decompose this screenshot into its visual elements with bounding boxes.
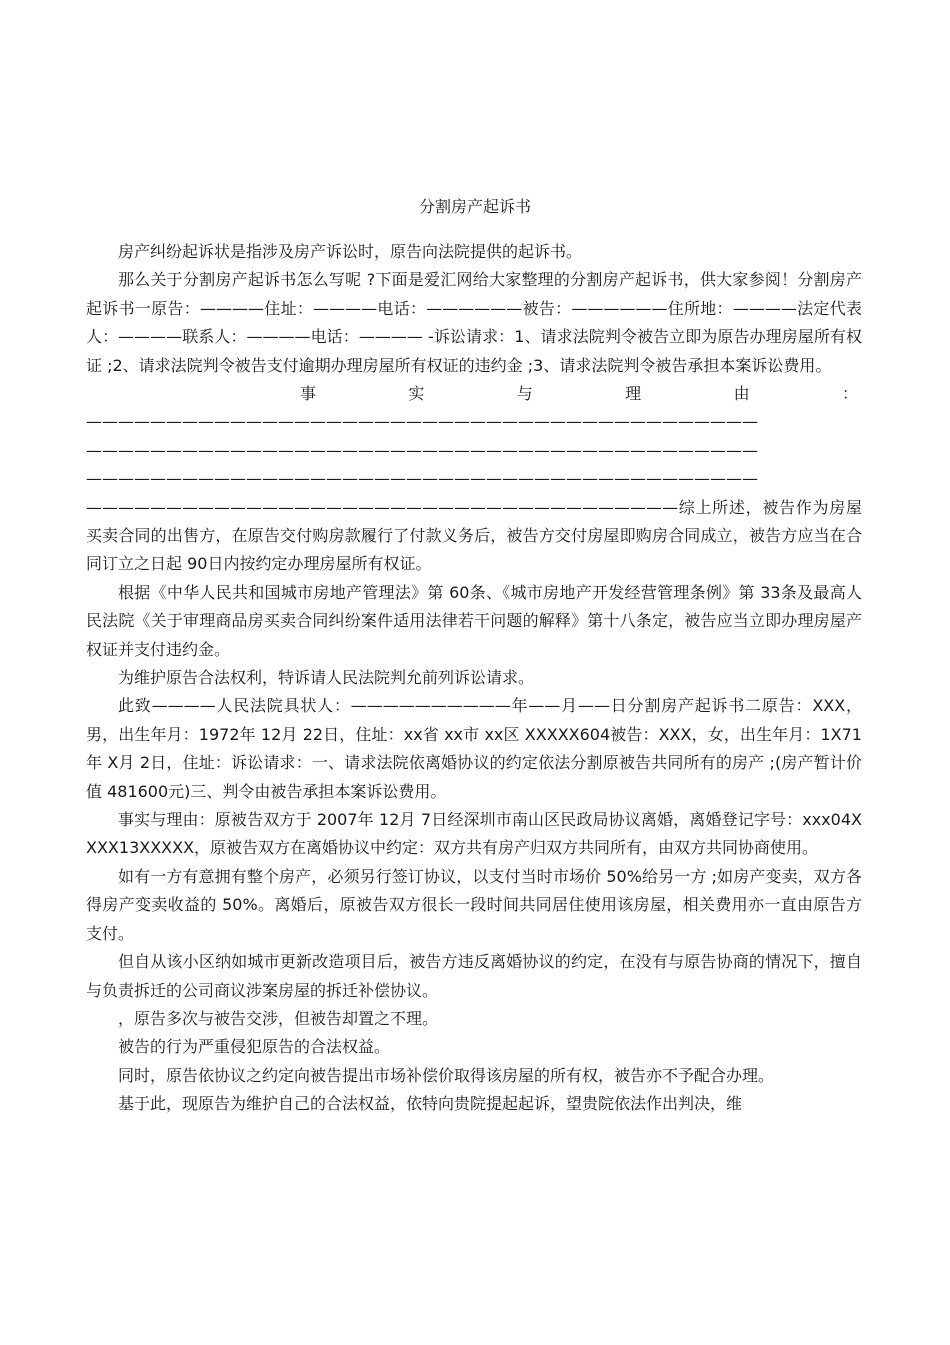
paragraph-request: 为维护原告合法权利，特诉请人民法院判允前列诉讼请求。	[118, 668, 535, 688]
paragraph-conclusion: 基于此，现原告为维护自己的合法权益，依特向贵院提起起诉，望贵院依法作出判决，维	[118, 1094, 743, 1114]
heading-char: 理	[625, 384, 642, 404]
paragraph-facts: 事实与理由：原被告双方于 2007年 12月 7日经深圳市南山区民政局协议离婚，离婚登记字号：xxx04XXXX13XXXXX，原被告双方在离婚协议中约定：双方共有房产归双方共同所有，由双方共同协商使用。	[86, 810, 862, 858]
paragraph-summary	[86, 494, 862, 579]
blank-line: ——————————————————————————————————————————	[86, 469, 758, 489]
document-title: 分割房产起诉书	[418, 197, 531, 216]
heading-char: 事	[300, 384, 317, 404]
paragraph-violation: 但自从该小区纳如城市更新改造项目后，被告方违反离婚协议的约定，在没有与原告协商的情况下，擅自与负责拆迁的公司商议涉案房屋的拆迁补偿协议。	[86, 952, 862, 1000]
heading-char: 与	[516, 384, 533, 404]
paragraph-complaint-one: 那么关于分割房产起诉书怎么写呢 ?下面是爱汇网给大家整理的分割房产起诉书，供大家参阅！分割房产起诉书一原告：————住址：————电话：——————被告：——————住所地：————法定代表人：————联系人：————电话：———— -诉讼请求：1、请求法院判令被告立即为原告办理房屋所有权证 ;2、请求法院判令被告支付逾期办理房屋所有权证的违约金 ;3、请求法院判令被告承担本案诉讼费用。	[86, 270, 862, 375]
heading-char: ：	[841, 384, 858, 404]
blank-line-lead: —————————————————————————————————————综上所述，	[86, 497, 763, 517]
paragraph-complaint-two: 此致————人民法院具状人：——————————年——月——日分割房产起诉书二原告：XXX，男，出生年月：1972年 12月 22日，住址：xx省 xx市 xx区 XXXXX604被告：XXX，女，出生年月：1X71年 X月 2日，住址：诉讼请求：一、请求法院依离婚协议的约定依法分割原被告共同所有的房产 ;(房产暂计价值 481600元)三、判令由被告承担本案诉讼费用。	[86, 696, 862, 801]
paragraph-legal-basis: 根据《中华人民共和国城市房地产管理法》第 60条、《城市房地产开发经营管理条例》第 33条及最高人民法院《关于审理商品房买卖合同纠纷案件适用法律若干问题的解释》第十八条定，被告应当立即办理房屋产权证并支付违约金。	[86, 582, 862, 659]
blank-line: ——————————————————————————————————————————	[86, 412, 758, 432]
heading-char: 由	[733, 384, 750, 404]
summary-text: 被告作为房屋买卖合同的出售方，在原告交付购房款履行了付款义务后，被告方交付房屋即购房合同成立，被告方应当在合同订立之日起 90日内按约定办理房屋所有权证。	[86, 497, 862, 574]
facts-and-reasons-heading	[86, 380, 862, 408]
paragraph-negotiation: ，原告多次与被告交涉，但被告却置之不理。	[118, 1008, 439, 1028]
paragraph-infringement: 被告的行为严重侵犯原告的合法权益。	[118, 1037, 391, 1057]
paragraph-agreement: 如有一方有意拥有整个房产，必须另行签订协议，以支付当时市场价 50%给另一方 ;如房产变卖，双方各得房产变卖收益的 50%。离婚后，原被告双方很长一段时间共同居住使用该房屋，相关费用亦一直由原告方支付。	[86, 866, 862, 943]
paragraph-compensation: 同时，原告依协议之约定向被告提出市场补偿价取得该房屋的所有权，被告亦不予配合办理。	[118, 1065, 775, 1085]
document-body	[86, 238, 862, 1119]
blank-line: ——————————————————————————————————————————	[86, 440, 758, 460]
heading-char: 实	[408, 384, 425, 404]
paragraph-intro: 房产纠纷起诉状是指涉及房产诉讼时，原告向法院提供的起诉书。	[118, 242, 583, 261]
